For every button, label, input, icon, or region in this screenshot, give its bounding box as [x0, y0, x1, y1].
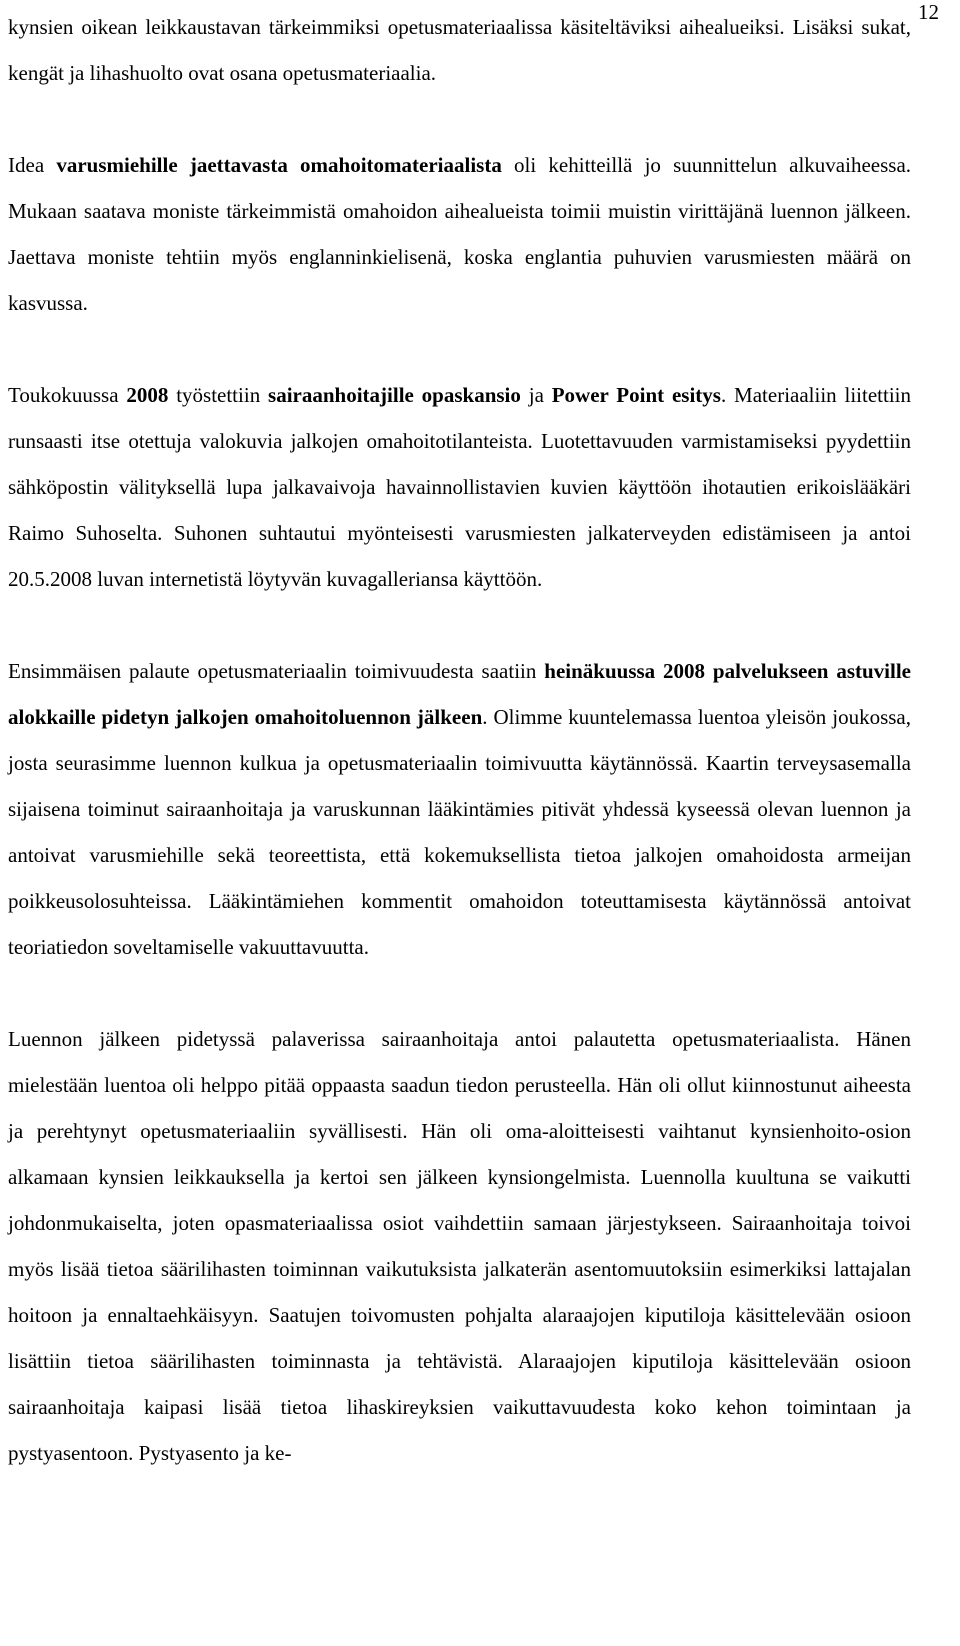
text-segment: kynsien oikean leikkaustavan tärkeimmiksi opetusmateriaalissa käsiteltäviksi aihealueiksi. Lisäksi sukat, kengät ja lihashuolto ovat osana opetusmateriaalia.	[8, 15, 911, 85]
bold-text-segment: varusmiehille jaettavasta omahoitomateriaalista	[56, 153, 502, 177]
paragraph-2	[8, 142, 911, 326]
document-body	[8, 4, 911, 1476]
text-segment: Toukokuussa	[8, 383, 127, 407]
text-segment: . Materiaaliin liitettiin runsaasti itse otettuja valokuvia jalkojen omahoitotilanteista. Luotettavuuden varmistamiseksi pyydettiin sähköpostin välityksellä lupa jalkavaivoja havainnollistavien kuvien käyttöön ihotautien erikoislääkäri Raimo Suhoselta. Suhonen suhtautui myönteisesti varusmiesten jalkaterveyden edistämiseen ja antoi 20.5.2008 luvan internetistä löytyvän kuvagalleriansa käyttöön.	[8, 383, 911, 591]
text-segment: . Olimme kuuntelemassa luentoa yleisön joukossa, josta seurasimme luennon kulkua ja opetusmateriaalin toimivuutta käytännössä. Kaartin terveysasemalla sijaisena toiminut sairaanhoitaja ja varuskunnan lääkintämies pitivät yhdessä kyseessä olevan luennon ja antoivat varusmiehille sekä teoreettista, että kokemuksellista tietoa jalkojen omahoidosta armeijan poikkeusolosuhteissa. Lääkintämiehen kommentit omahoidon toteuttamisesta käytännössä antoivat teoriatiedon soveltamiselle vakuuttavuutta.	[8, 705, 911, 959]
page-number: 12	[918, 0, 939, 24]
text-segment: ja	[520, 383, 552, 407]
paragraph-5	[8, 1016, 911, 1476]
text-segment: työstettiin	[168, 383, 269, 407]
text-segment: Idea	[8, 153, 57, 177]
paragraph-1	[8, 4, 911, 96]
text-segment: oli kehitteillä jo suunnittelun alkuvaiheessa. Mukaan saatava moniste tärkeimmistä omahoidon aihealueista toimii muistin virittäjänä luennon jälkeen. Jaettava moniste tehtiin myös englanninkielisenä, koska englantia puhuvien varusmiesten määrä on kasvussa.	[8, 153, 912, 315]
bold-text-segment: heinäkuussa 2008 palvelukseen astuville alokkaille pidetyn jalkojen omahoitoluennon jälkeen	[8, 659, 911, 729]
bold-text-segment: 2008	[126, 383, 169, 407]
bold-text-segment: sairaanhoitajille opaskansio	[268, 383, 521, 407]
bold-text-segment: Power Point esitys	[551, 383, 721, 407]
text-segment: Ensimmäisen palaute opetusmateriaalin toimivuudesta saatiin	[8, 659, 545, 683]
paragraph-4	[8, 648, 911, 970]
text-segment: Luennon jälkeen pidetyssä palaverissa sairaanhoitaja antoi palautetta opetusmateriaalista. Hänen mielestään luentoa oli helppo pitää oppaasta saadun tiedon perusteella. Hän oli ollut kiinnostunut aiheesta ja perehtynyt opetusmateriaaliin syvällisesti. Hän oli oma-aloitteisesti vaihtanut kynsienhoito-osion alkamaan kynsien leikkauksella ja kertoi sen jälkeen kynsiongelmista. Luennolla kuultuna se vaikutti johdonmukaiselta, joten opasmateriaalissa osiot vaihdettiin samaan järjestykseen. Sairaanhoitaja toivoi myös lisää tietoa säärilihasten toiminnan vaikutuksista jalkaterän asentomuutoksiin esimerkiksi lattajalan hoitoon ja ennaltaehkäisyyn. Saatujen toivomusten pohjalta alaraajojen kiputiloja käsittelevään osioon lisättiin tietoa säärilihasten toiminnasta ja tehtävistä. Alaraajojen kiputiloja käsittelevään osioon sairaanhoitaja kaipasi lisää tietoa lihaskireyksien vaikuttavuudesta koko kehon toimintaan ja pystyasentoon. Pystyasento ja ke-	[8, 1027, 911, 1465]
paragraph-3	[8, 372, 911, 602]
